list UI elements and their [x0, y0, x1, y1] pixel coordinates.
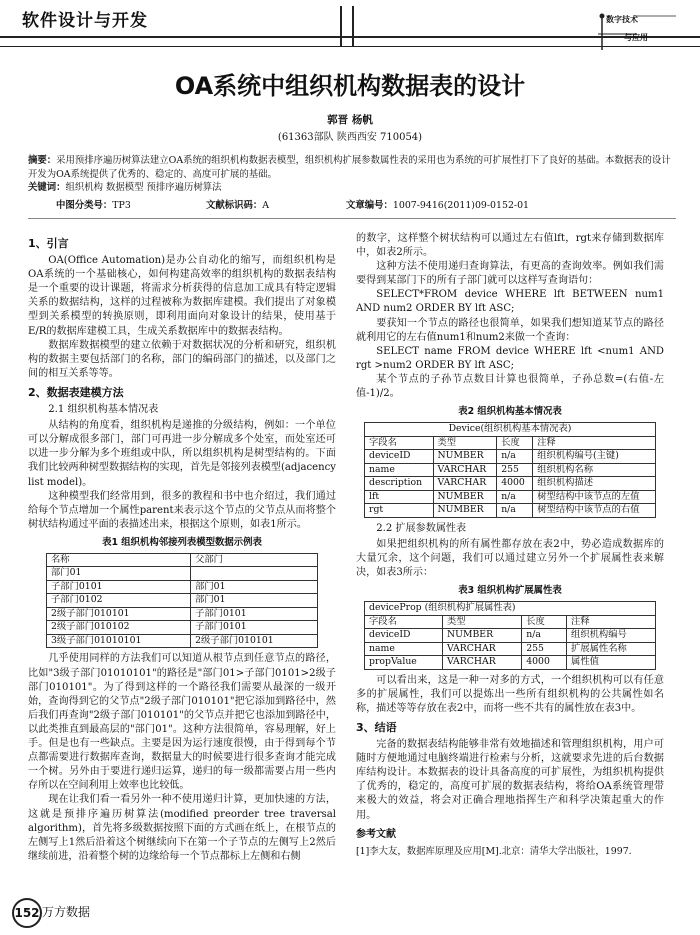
table-cell: n/a	[497, 450, 533, 464]
table-cell: VARCHAR	[442, 656, 521, 670]
table-cell: 字段名	[365, 436, 434, 450]
table-cell: 部门01	[191, 580, 318, 594]
table-cell: 部门01	[47, 567, 191, 581]
table-cell: NUMBER	[433, 504, 497, 518]
table-cell: VARCHAR	[433, 477, 497, 491]
article-title: OA系统中组织机构数据表的设计	[174, 72, 526, 100]
clc-label: 中图分类号：	[56, 200, 113, 211]
table1-caption: 表1 组织机构邻接列表模型数据示例表	[102, 536, 262, 548]
paragraph: 完备的数据表结构能够非常有效地描述和管理组织机构，用户可随时方便地通过电脑终端进行检索与分析，这就要求先进的后台数据库结构设计。本数据表的设计具备高度的可扩展性，为组织机构提供了优秀的，稳定的，高度可扩展的数据表结构，将给OA系统管理带来极大的效益，将会对正确合理地指挥生产和科学决策起重大的作用。	[356, 739, 664, 821]
table3	[364, 601, 656, 670]
sql-statement: SELECT*FROM device WHERE lft BETWEEN num1 AND num2 ORDER BY lft ASC;	[356, 289, 664, 315]
paragraph: 这种方法不使用递归查询算法，有更高的查询效率。例如我们需要得到某部门下的所有子部门就可以这样写查询语句：	[356, 261, 664, 287]
article-value: 1007-9416(2011)09-0152-01	[392, 200, 530, 211]
table-cell: 组织机构名称	[533, 463, 656, 477]
table-cell: 2级子部门010101	[47, 607, 191, 621]
paragraph: 几乎使用同样的方法我们可以知道从根节点到任意节点的路径，比如"3级子部门01010101"的路径是"部门01>子部门0101>2级子部门010101"。为了得到这样的一个路径我们需要从最深的一级开始，查询得到它的父节点"2级子部门010101"把它添加到路径中，然后我们再查询"2级子部门010101"的父节点并把它也添加到路径中，以此类推直到最高层的"部门01"。这种方法很简单，容易理解，好上手。但是也有一些缺点。主要是因为运行速度很慢，由于得到每个节点都需要进行数据库查询，数据量大的时候要进行很多查询才能完成一个树。另外由于要进行递归运算，递归的每一级都需要占用一些内存所以在空间利用上效率也比较低。	[28, 653, 336, 792]
table-row	[365, 656, 656, 670]
table-cell: 扩展属性名称	[567, 642, 656, 656]
clc-value: TP3	[112, 200, 131, 211]
table2	[364, 422, 656, 518]
table-cell: 注释	[567, 615, 656, 629]
table-cell: 树型结构中该节点的右值	[533, 504, 656, 518]
article-label: 文章编号：	[346, 200, 393, 211]
header-divider	[352, 6, 354, 46]
table-cell: 255	[497, 463, 533, 477]
abstract-separator	[28, 218, 676, 219]
abstract-label: 摘要：	[28, 155, 57, 166]
references-heading: 参考文献	[356, 828, 396, 840]
table-cell: 子部门0101	[191, 607, 318, 621]
paragraph: 现在让我们看一看另外一种不使用递归计算，更加快速的方法，这就是预排序遍历树算法(modified preorder tree traversal algorithm)，首先将多级数据按照下面的方式画在纸上，在根节点的左侧写上1然后沿着这个树继续向下在第一个子节点的左侧写上2然后继续前进，沿着整个树的边缘给每一个节点都标上左侧和右侧	[28, 794, 336, 862]
paragraph: 要获知一个节点的路径也很简单，如果我们想知道某节点的路径就利用它的左右值num1和num2来做一个查询：	[356, 317, 664, 343]
table-cell: deviceID	[365, 629, 443, 643]
column-title: 软件设计与开发	[22, 11, 148, 31]
table-cell: 名称	[47, 553, 191, 567]
table-cell: 父部门	[191, 553, 318, 567]
table-row	[365, 463, 656, 477]
subsection-heading: 2.2 扩展参数属性表	[376, 522, 467, 534]
table1	[46, 553, 318, 649]
table2-caption: 表2 组织机构基本情况表	[458, 406, 562, 418]
table-cell: name	[365, 463, 434, 477]
table-cell: 属性值	[567, 656, 656, 670]
affiliation: (61363部队 陕西西安 710054)	[277, 132, 423, 143]
table-title-row	[365, 423, 656, 437]
table-row	[47, 634, 318, 648]
table-cell: propValue	[365, 656, 443, 670]
table-cell: name	[365, 642, 443, 656]
paragraph: 从结构的角度看，组织机构是递推的分级结构，例如：一个单位可以分解成很多部门，部门可再进一步分解成多个处室，而处室还可以进一步分解为多个班组或中队，所以组织机构是树型结构的。下面我们比较两种树型数据结构的实现，首先是邻接列表模型(adjacency list model)。	[28, 420, 336, 488]
section-heading: 3、结语	[356, 720, 397, 734]
table-cell: 4000	[522, 656, 567, 670]
table-cell: 子部门0102	[47, 594, 191, 608]
table-row	[47, 607, 318, 621]
table-cell: 字段名	[365, 615, 443, 629]
paragraph: 可以看出来，这是一种一对多的方式，一个组织机构可以有任意多的扩展属性，我们可以提炼出一些所有组织机构的公共属性如名称，描述等等存放在表2中，而将一些不共有的属性放在表3中。	[356, 674, 664, 714]
table-row	[365, 450, 656, 464]
table-cell: 树型结构中该节点的左值	[533, 490, 656, 504]
table-row	[365, 629, 656, 643]
table-cell: 2级子部门010102	[47, 621, 191, 635]
table-cell: 注释	[533, 436, 656, 450]
table-cell: n/a	[497, 504, 533, 518]
table-cell: 4000	[497, 477, 533, 491]
page-source: 万方数据	[42, 905, 91, 919]
paragraph: 的数字，这样整个树状结构可以通过左右值lft，rgt来存储到数据库中，如表2所示。	[356, 233, 664, 259]
table-row	[365, 504, 656, 518]
table-cell: 组织机构描述	[533, 477, 656, 491]
logo-text-top: 数字技术	[606, 14, 638, 24]
paragraph: OA(Office Automation)是办公自动化的缩写，而组织机构是OA系统的一个基础核心，如何构建高效率的组织机构的数据表结构是一个重要的设计课题，将需求分析获得的信息加工成具有特定逻辑关系的数据结构，这样的过程被称为数据库建模。我们提出了对象模型到关系模型的转换原则，即利用面向对象设计的结果，使用基于E/R的数据库建模工具，生成关系数据库中的数据表结构。	[28, 255, 336, 337]
section-heading: 2、数据表建模方法	[28, 385, 124, 399]
doc-label: 文献标识码：	[206, 200, 263, 211]
table-row	[47, 594, 318, 608]
table-cell: VARCHAR	[442, 642, 521, 656]
table-cell: 组织机构编号(主键)	[533, 450, 656, 464]
table-cell: NUMBER	[433, 490, 497, 504]
logo-text-bottom: 与应用	[624, 32, 648, 42]
table-row	[47, 621, 318, 635]
page-number: 152	[12, 898, 42, 928]
table-title-row	[365, 602, 656, 616]
authors: 郭晋 杨帆	[327, 114, 373, 126]
table-cell: deviceID	[365, 450, 434, 464]
table-cell: 2级子部门010101	[191, 634, 318, 648]
table-header-row	[365, 615, 656, 629]
table-cell: n/a	[497, 490, 533, 504]
table-cell: VARCHAR	[433, 463, 497, 477]
left-column	[28, 232, 336, 864]
header-divider	[340, 6, 342, 46]
table-row	[365, 642, 656, 656]
keywords: 组织机构 数据模型 预排序遍历树算法	[65, 182, 222, 193]
table-cell: description	[365, 477, 434, 491]
table-cell: 255	[522, 642, 567, 656]
sql-statement: SELECT name FROM device WHERE lft <num1 AND rgt >num2 ORDER BY lft ASC;	[356, 345, 664, 371]
table-row	[47, 580, 318, 594]
doc-value: A	[262, 200, 270, 211]
table-cell: rgt	[365, 504, 434, 518]
table-cell: NUMBER	[442, 629, 521, 643]
reference-item: [1]李大友，数据库原理及应用[M].北京：清华大学出版社，1997.	[356, 845, 632, 857]
table-header-row	[47, 553, 318, 567]
header-rule	[0, 46, 700, 47]
section-heading: 1、引言	[28, 237, 69, 250]
table-cell: 类型	[442, 615, 521, 629]
paragraph: 如果把组织机构的所有属性都存放在表2中，势必造成数据库的大量冗余，这个问题，我们可以通过建立另外一个扩展属性表来解决，如表3所示：	[356, 538, 664, 578]
table-cell	[191, 567, 318, 581]
table-cell: 3级子部门01010101	[47, 634, 191, 648]
table-cell: 子部门0101	[191, 621, 318, 635]
classification-row	[56, 197, 656, 211]
table-cell: 部门01	[191, 594, 318, 608]
table-cell: 子部门0101	[47, 580, 191, 594]
keywords-label: 关键词：	[28, 182, 66, 193]
paragraph: 某个节点的子孙节点数目计算也很简单，子孙总数=(右值-左值-1)/2。	[356, 373, 664, 400]
abstract-text: 采用预排序遍历树算法建立OA系统的组织机构数据表模型，组织机构扩展参数属性表的采用也为系统的可扩展性打下了良好的基础。本数据表的设计开发为OA系统提供了优秀的、稳定的、高度可扩展的基础。	[28, 155, 671, 180]
table-cell: NUMBER	[433, 450, 497, 464]
table-header-row	[365, 436, 656, 450]
table-row	[365, 490, 656, 504]
table-cell: Device(组织机构基本情况表)	[365, 423, 656, 437]
table-cell: deviceProp (组织机构扩展属性表)	[365, 602, 656, 616]
paragraph: 数据库数据模型的建立依赖于对数据状况的分析和研究，组织机构的数据主要包括部门的名称，部门的编码部门的描述，以及部门之间的相互关系等等。	[28, 339, 336, 379]
table-row	[365, 477, 656, 491]
table3-caption: 表3 组织机构扩展属性表	[458, 585, 562, 597]
table-cell: n/a	[522, 629, 567, 643]
table-cell: lft	[365, 490, 434, 504]
table-cell: 长度	[497, 436, 533, 450]
journal-logo	[596, 10, 682, 54]
subsection-heading: 2.1 组织机构基本情况表	[48, 404, 159, 416]
right-column	[356, 232, 664, 859]
header-rule	[0, 36, 700, 38]
table-cell: 长度	[522, 615, 567, 629]
table-row	[47, 567, 318, 581]
table-cell: 类型	[433, 436, 497, 450]
paragraph: 这种模型我们经常用到，很多的教程和书中也介绍过，我们通过给每个节点增加一个属性parent来表示这个节点的父节点从而将整个树状结构通过平面的表描述出来，根据这个原则，如表1所示。	[28, 490, 336, 530]
abstract	[28, 154, 676, 195]
table-cell: 组织机构编号	[567, 629, 656, 643]
